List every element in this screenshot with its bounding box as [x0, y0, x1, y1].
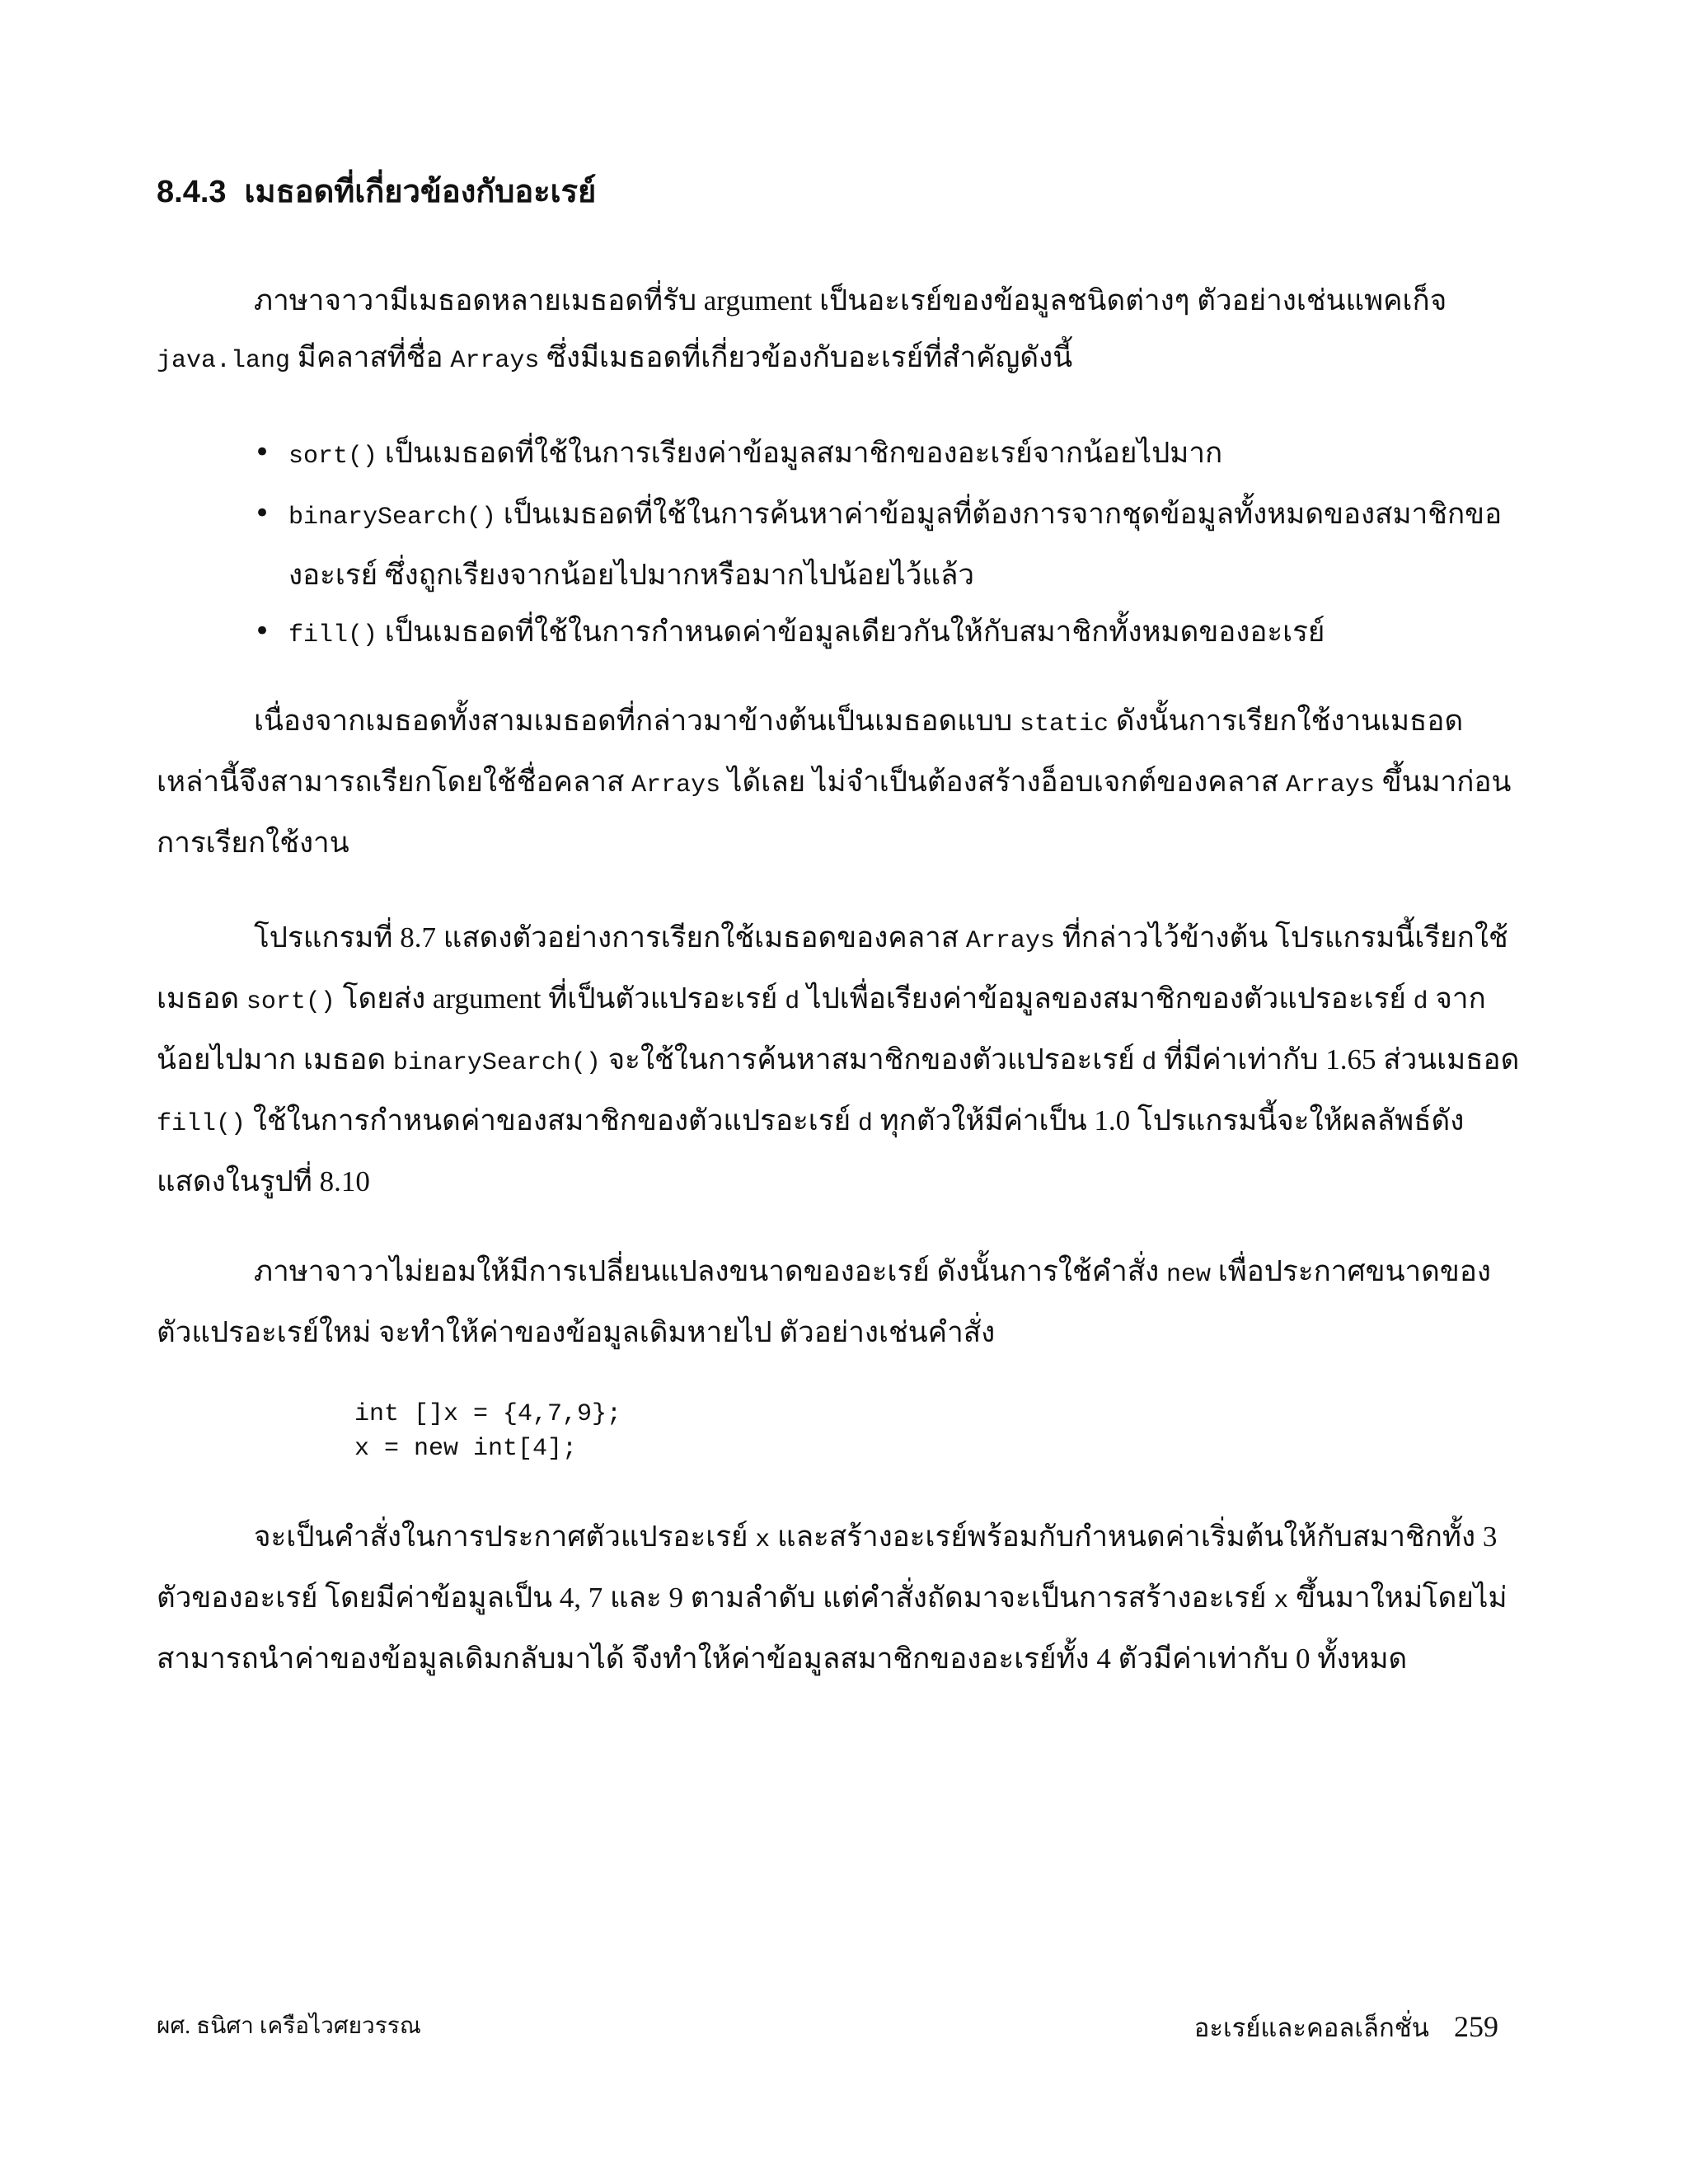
- code-inline: sort(): [246, 988, 335, 1016]
- text-run: โดยส่ง argument ที่เป็นตัวแปรอะเรย์: [335, 982, 785, 1015]
- code-block: [354, 1397, 621, 1466]
- text-run: ขึ้นมาก่อนการเรียกใช้งาน: [157, 766, 1512, 859]
- page-number: 259: [1454, 2010, 1498, 2043]
- paragraph-explanation: [157, 1508, 1525, 1687]
- section-title: เมธอดที่เกี่ยวข้องกับอะเรย์: [244, 175, 597, 209]
- list-item-fill: [254, 603, 1523, 664]
- code-inline: binarySearch(): [392, 1049, 601, 1077]
- text-run: จะใช้ในการค้นหาสมาชิกของตัวแปรอะเรย์: [600, 1043, 1142, 1076]
- section-number: 8.4.3: [157, 175, 227, 209]
- footer-author: ผศ. ธนิศา เครือไวศยวรรณ: [157, 2013, 421, 2039]
- code-inline: Arrays: [1285, 771, 1375, 799]
- text-run: ภาษาจาวามีเมธอดหลายเมธอดที่รับ argument เป็นอะเรย์ของข้อมูลชนิดต่างๆ ตัวอย่างเช่นแพคเก็จ: [254, 284, 1447, 316]
- text-run: จะเป็นคำสั่งในการประกาศตัวแปรอะเรย์: [254, 1521, 756, 1553]
- code-inline: d: [857, 1110, 873, 1138]
- code-inline: Arrays: [450, 347, 540, 375]
- code-inline: fill(): [157, 1110, 246, 1138]
- code-inline: d: [1142, 1049, 1157, 1077]
- text-run: ไปเพื่อเรียงค่าข้อมูลของสมาชิกของตัวแปรอะเรย์: [799, 982, 1414, 1015]
- code-line: x = new int[4];: [354, 1435, 578, 1463]
- text-run: เพื่อประกาศขนาดของตัวแปรอะเรย์ใหม่ จะทำให้ค่าของข้อมูลเดิมหายไป ตัวอย่างเช่นคำสั่ง: [157, 1255, 1491, 1348]
- text-run: ใช้ในการกำหนดค่าของสมาชิกของตัวแปรอะเรย์: [246, 1104, 858, 1137]
- text-run: โปรแกรมที่ 8.7 แสดงตัวอย่างการเรียกใช้เมธอดของคลาส: [254, 921, 966, 954]
- paragraph-static-methods: [157, 692, 1525, 871]
- method-list: [254, 424, 1523, 664]
- list-item-sort: [254, 424, 1523, 485]
- code-line: int []x = {4,7,9};: [354, 1400, 622, 1428]
- text-run: ที่กล่าวไว้ข้างต้น โปรแกรมนี้เรียกใช้เมธอด: [157, 921, 1508, 1015]
- list-item-binarysearch: [254, 485, 1523, 603]
- code-inline: x: [1273, 1587, 1289, 1615]
- code-inline: static: [1019, 710, 1109, 738]
- text-run: จากน้อยไปมาก เมธอด: [157, 982, 1486, 1076]
- code-inline: x: [755, 1526, 771, 1554]
- text-run: เป็นเมธอดที่ใช้ในการกำหนดค่าข้อมูลเดียวกันให้กับสมาชิกทั้งหมดของอะเรย์: [377, 616, 1325, 648]
- text-run: ภาษาจาวาไม่ยอมให้มีการเปลี่ยนแปลงขนาดของอะเรย์ ดังนั้นการใช้คำสั่ง: [254, 1255, 1166, 1287]
- paragraph-program-8-7: [157, 909, 1525, 1210]
- code-inline: new: [1165, 1261, 1211, 1289]
- code-inline: sort(): [288, 443, 378, 471]
- text-run: และสร้างอะเรย์พร้อมกับกำหนดค่าเริ่มต้นให้กับสมาชิกทั้ง 3 ตัวของอะเรย์ โดยมีค่าข้อมูลเป็น 4, 7 และ 9 ตามลำดับ แต่คำสั่งถัดมาจะเป็นการสร้างอะเรย์: [157, 1521, 1498, 1614]
- footer-chapter-title: อะเรย์และคอลเล็กชั่น: [1193, 2013, 1429, 2042]
- text-run: มีคลาสที่ชื่อ: [290, 341, 451, 373]
- code-inline: fill(): [288, 621, 378, 649]
- code-inline: d: [1413, 988, 1428, 1016]
- code-inline: Arrays: [631, 771, 721, 799]
- paragraph-array-resize: [157, 1243, 1525, 1361]
- text-run: ซึ่งมีเมธอดที่เกี่ยวข้องกับอะเรย์ที่สำคัญดังนี้: [539, 341, 1073, 373]
- text-run: ขึ้นมาใหม่โดยไม่สามารถนำค่าของข้อมูลเดิมกลับมาได้ จึงทำให้ค่าข้อมูลสมาชิกของอะเรย์ทั้ง 4 ตัวมีค่าเท่ากับ 0 ทั้งหมด: [157, 1582, 1507, 1675]
- section-heading: [157, 169, 596, 215]
- code-inline: binarySearch(): [288, 504, 497, 532]
- paragraph-intro: [157, 272, 1525, 390]
- text-run: ทุกตัวให้มีค่าเป็น 1.0 โปรแกรมนี้จะให้ผลลัพธ์ดังแสดงในรูปที่ 8.10: [157, 1104, 1465, 1197]
- footer-chapter: [1194, 2007, 1498, 2048]
- code-inline: Arrays: [965, 927, 1055, 955]
- text-run: ได้เลย ไม่จำเป็นต้องสร้างอ็อบเจกต์ของคลาส: [720, 766, 1286, 798]
- code-inline: d: [785, 988, 800, 1016]
- text-run: เป็นเมธอดที่ใช้ในการค้นหาค่าข้อมูลที่ต้องการจากชุดข้อมูลทั้งหมดของสมาชิกของอะเรย์ ซึ่งถูกเรียงจากน้อยไปมากหรือมากไปน้อยไว้แล้ว: [288, 498, 1503, 591]
- text-run: เนื่องจากเมธอดทั้งสามเมธอดที่กล่าวมาข้างต้นเป็นเมธอดแบบ: [254, 705, 1020, 737]
- code-inline: java.lang: [157, 347, 291, 375]
- text-run: ดังนั้นการเรียกใช้งานเมธอดเหล่านี้จึงสามารถเรียกโดยใช้ชื่อคลาส: [157, 705, 1464, 798]
- text-run: ที่มีค่าเท่ากับ 1.65 ส่วนเมธอด: [1156, 1043, 1520, 1076]
- text-run: เป็นเมธอดที่ใช้ในการเรียงค่าข้อมูลสมาชิกของอะเรย์จากน้อยไปมาก: [377, 437, 1223, 469]
